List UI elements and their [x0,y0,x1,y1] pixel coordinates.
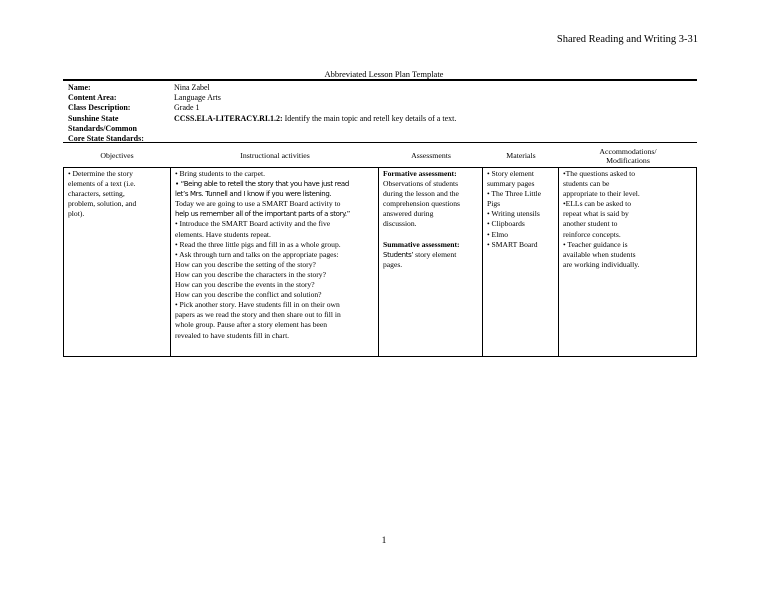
document-title: Abbreviated Lesson Plan Template [324,69,444,79]
assessments-cell [379,167,483,357]
assessment-line: answered during [383,209,434,219]
class-row [68,103,456,113]
accommodations-header-line1: Accommodations/ [599,146,657,156]
accommodation-line: another student to [563,219,618,229]
activity-line: revealed to have students fill in chart. [175,330,290,340]
accommodation-line: repeat what is said by [563,209,629,219]
content-area-row [68,93,456,103]
accommodation-line: •ELLs can be asked to [563,199,632,209]
standard-code: CCSS.ELA-LITERACY.RI.1.2: [174,113,283,123]
accommodation-line: • Teacher guidance is [563,239,628,249]
name-row [68,83,456,93]
activity-line: How can you describe the setting of the story? [175,259,316,269]
activity-line-quote: • “Being able to retell the story that you have just read [175,180,349,189]
accommodations-header-line2: Modifications [606,156,650,165]
activity-line: • Introduce the SMART Board activity and the five [175,219,331,229]
table-row [63,167,697,357]
activities-header: Instructional activities [240,151,310,161]
activity-line: whole group. Pause after a story element has been [175,320,328,330]
assessment-line: Observations of students [383,179,459,189]
activity-line: • Pick another story. Have students fill in on their own [175,300,340,310]
material-item: summary pages [487,179,535,189]
material-item: • Story element [487,169,534,178]
standards-row [68,114,456,124]
assessment-line: Students’ story element [383,249,457,259]
assessment-line: during the lesson and the [383,189,459,199]
lesson-plan-table [63,145,697,357]
activity-line: How can you describe the events in the story? [175,280,315,290]
activity-line-quote: let’s Mrs. Tunnell and I know if you were listening. [175,190,332,199]
activity-line: elements. Have students repeat. [175,229,271,239]
accommodation-line: are working individually. [563,259,640,269]
accommodation-line: available when students [563,249,636,259]
accommodations-cell [559,167,697,357]
assessment-line: discussion. [383,219,417,229]
accommodation-line: appropriate to their level. [563,189,640,199]
objectives-cell [63,167,171,357]
page-number: 1 [381,536,387,546]
accommodation-line: •The questions asked to [563,169,636,178]
lesson-info-block [68,83,456,144]
content-area-value: Language Arts [174,93,221,103]
activity-line: Today we are going to use a SMART Board activity to [175,199,341,209]
activities-cell [171,167,379,357]
info-divider [63,142,697,143]
name-value: Nina Zabel [174,83,210,92]
standard-value [174,114,456,124]
material-item: • SMART Board [487,239,538,249]
standard-text: Identify the main topic and retell key details of a text. [282,113,457,123]
objective-line: problem, solution, and [68,199,137,209]
objective-line: characters, setting, [68,189,125,199]
objective-line: • Determine the story [68,169,133,178]
material-item: • Clipboards [487,219,525,229]
objectives-header: Objectives [100,151,134,161]
material-item: • The Three Little [487,189,542,199]
material-item: • Elmo [487,229,509,239]
materials-cell [483,167,559,357]
objective-line: plot). [68,209,85,219]
activity-line-quote: help us remember all of the important parts of a story.” [175,209,351,219]
activity-line: How can you describe the characters in the story? [175,269,326,279]
name-label: Name: [68,83,91,92]
content-area-label: Content Area: [68,93,117,103]
activity-line: • Read the three little pigs and fill in as a whole group. [175,239,341,249]
standards-label-line3: Core State Standards: [68,134,144,144]
materials-header: Materials [506,151,536,161]
assessments-header: Assessments [411,151,451,161]
accommodation-line: reinforce concepts. [563,229,621,239]
material-item: Pigs [487,199,501,209]
material-item: • Writing utensils [487,209,540,219]
objective-line: elements of a text (i.e. [68,179,136,189]
accommodations-header [559,145,697,167]
summative-assessment-label: Summative assessment: [383,239,460,249]
table-header-row [63,145,697,167]
activity-line: How can you describe the conflict and solution? [175,290,322,300]
activity-line: • Ask through turn and talks on the appropriate pages: [175,249,339,259]
running-header: Shared Reading and Writing 3-31 [556,34,698,45]
standards-label-line2: Standards/Common [68,123,137,133]
formative-assessment-label: Formative assessment: [383,169,457,178]
accommodation-line: students can be [563,179,610,189]
top-divider [63,79,697,81]
class-description-value: Grade 1 [174,103,200,113]
assessment-line: comprehension questions [383,199,460,209]
activity-line: papers as we read the story and then share out to fill in [175,310,341,320]
activity-line: • Bring students to the carpet. [175,169,265,178]
standards-label-line1: Sunshine State [68,113,119,123]
class-description-label: Class Description: [68,103,131,113]
assessment-line: pages. [383,259,403,269]
